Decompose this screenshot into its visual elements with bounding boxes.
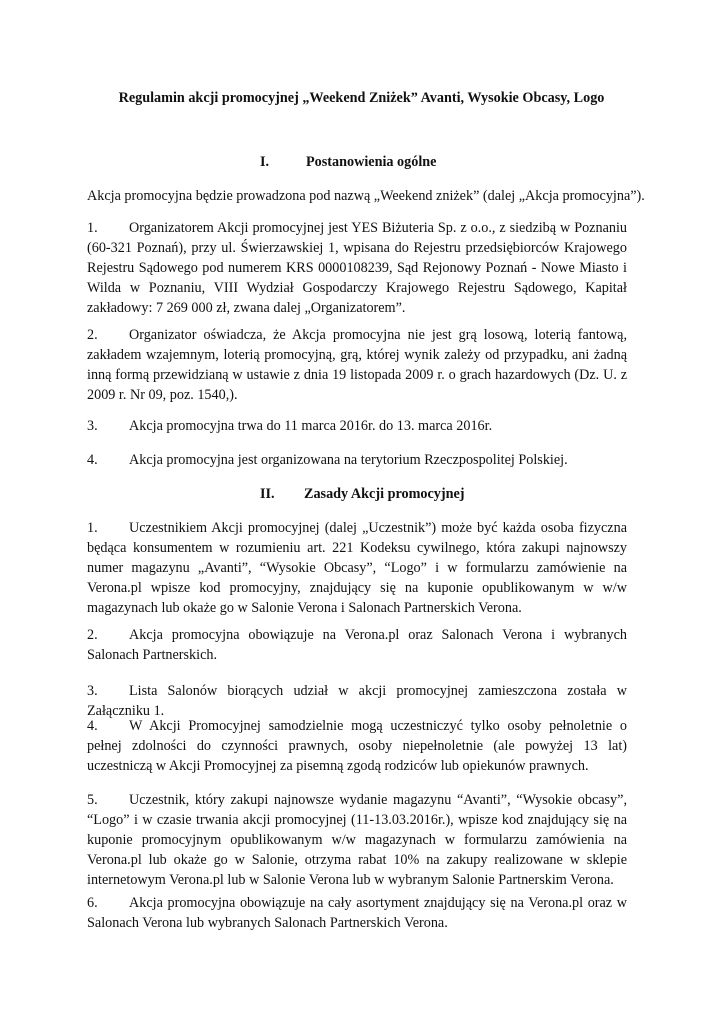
item-text: W Akcji Promocyjnej samodzielnie mogą uczestniczyć tylko osoby pełnoletnie o pełnej zdolności do czynności prawnych, osoby niepełnoletnie (ale powyżej 13 lat) uczestniczą w Akcji Promocyjnej za pisemną zgodą rodziców lub opiekunów prawnych. <box>87 718 627 774</box>
intro-paragraph: Akcja promocyjna będzie prowadzona pod nazwą „Weekend zniżek” (dalej „Akcja promocyjna”). <box>87 188 645 204</box>
item-text: Akcja promocyjna obowiązuje na Verona.pl oraz Salonach Verona i wybranych Salonach Partnerskich. <box>87 627 627 663</box>
item-text: Uczestnikiem Akcji promocyjnej (dalej „Uczestnik”) może być każda osoba fizyczna będąca konsumentem w rozumieniu art. 221 Kodeksu cywilnego, która zakupi najnowszy numer magazynu „Avanti”, “Wysokie Obcasy”, “Logo” i w formularzu zamówienie na Verona.pl wpisze kod promocyjny, znajdujący się na kuponie opublikowanym w w/w magazynach lub okaże go w Salonie Verona i Salonach Partnerskich Verona. <box>87 520 627 616</box>
section-label: Zasady Akcji promocyjnej <box>304 486 465 502</box>
paragraph-2-1 <box>87 518 627 618</box>
section-number: II. <box>260 486 275 502</box>
item-text: Organizatorem Akcji promocyjnej jest YES Biżuteria Sp. z o.o., z siedzibą w Poznaniu (60-321 Poznań), przy ul. Świerzawskiej 1, wpisana do Rejestru przedsiębiorców Krajowego Rejestru Sądowego pod numerem KRS 0000108239, Sąd Rejonowy Poznań - Nowe Miasto i Wilda w Poznaniu, VIII Wydział Gospodarczy Krajowego Rejestru Sądowego, Kapitał zakładowy: 7 269 000 zł, zwana dalej „Organizatorem”. <box>87 220 627 316</box>
paragraph-2-2 <box>87 625 627 665</box>
item-number: 3. <box>87 418 98 434</box>
paragraph-1-1 <box>87 218 627 318</box>
item-number: 3. <box>87 683 98 699</box>
item-number: 4. <box>87 452 98 468</box>
item-number: 6. <box>87 895 98 911</box>
item-number: 4. <box>87 718 98 734</box>
document-title: Regulamin akcji promocyjnej „Weekend Zniżek” Avanti, Wysokie Obcasy, Logo <box>118 90 605 106</box>
item-text: Akcja promocyjna trwa do 11 marca 2016r. do 13. marca 2016r. <box>129 418 493 434</box>
paragraph-2-6 <box>87 893 627 933</box>
section-number: I. <box>260 154 270 170</box>
paragraph-1-2 <box>87 325 627 405</box>
item-number: 1. <box>87 520 98 536</box>
section-label: Postanowienia ogólne <box>306 154 437 170</box>
item-text: Lista Salonów biorących udział w akcji promocyjnej zamieszczona została w Załączniku 1. <box>87 683 627 719</box>
item-number: 5. <box>87 792 98 808</box>
item-text: Uczestnik, który zakupi najnowsze wydanie magazynu “Avanti”, “Wysokie obcasy”, “Logo” i w czasie trwania akcji promocyjnej (11-13.03.2016r.), wpisze kod znajdujący się na kuponie promocyjnym opublikowanym w/w magazynach w formularzu zamówienia na Verona.pl lub okaże go w Salonie, otrzyma rabat 10% na zakupy realizowane w sklepie internetowym Verona.pl lub w Salonie Verona lub w wybranym Salonie Partnerskim Verona. <box>87 792 627 888</box>
item-text: Organizator oświadcza, że Akcja promocyjna nie jest grą losową, loterią fantową, zakładem wzajemnym, loterią promocyjną, grą, której wynik zależy od przypadku, ani żadną inną formą przewidzianą w ustawie z dnia 19 listopada 2009 r. o grach hazardowych (Dz. U. z 2009 r. Nr 09, poz. 1540,). <box>87 327 627 403</box>
item-number: 2. <box>87 627 98 643</box>
paragraph-2-4 <box>87 716 627 776</box>
paragraph-1-4 <box>87 450 627 470</box>
paragraph-2-5 <box>87 790 627 890</box>
item-text: Akcja promocyjna obowiązuje na cały asortyment znajdujący się na Verona.pl oraz w Salonach Verona lub wybranych Salonach Partnerskich Verona. <box>87 895 627 931</box>
paragraph-2-3 <box>87 681 627 721</box>
item-number: 2. <box>87 327 98 343</box>
item-number: 1. <box>87 220 98 236</box>
paragraph-1-3 <box>87 416 627 436</box>
item-text: Akcja promocyjna jest organizowana na terytorium Rzeczpospolitej Polskiej. <box>129 452 568 468</box>
